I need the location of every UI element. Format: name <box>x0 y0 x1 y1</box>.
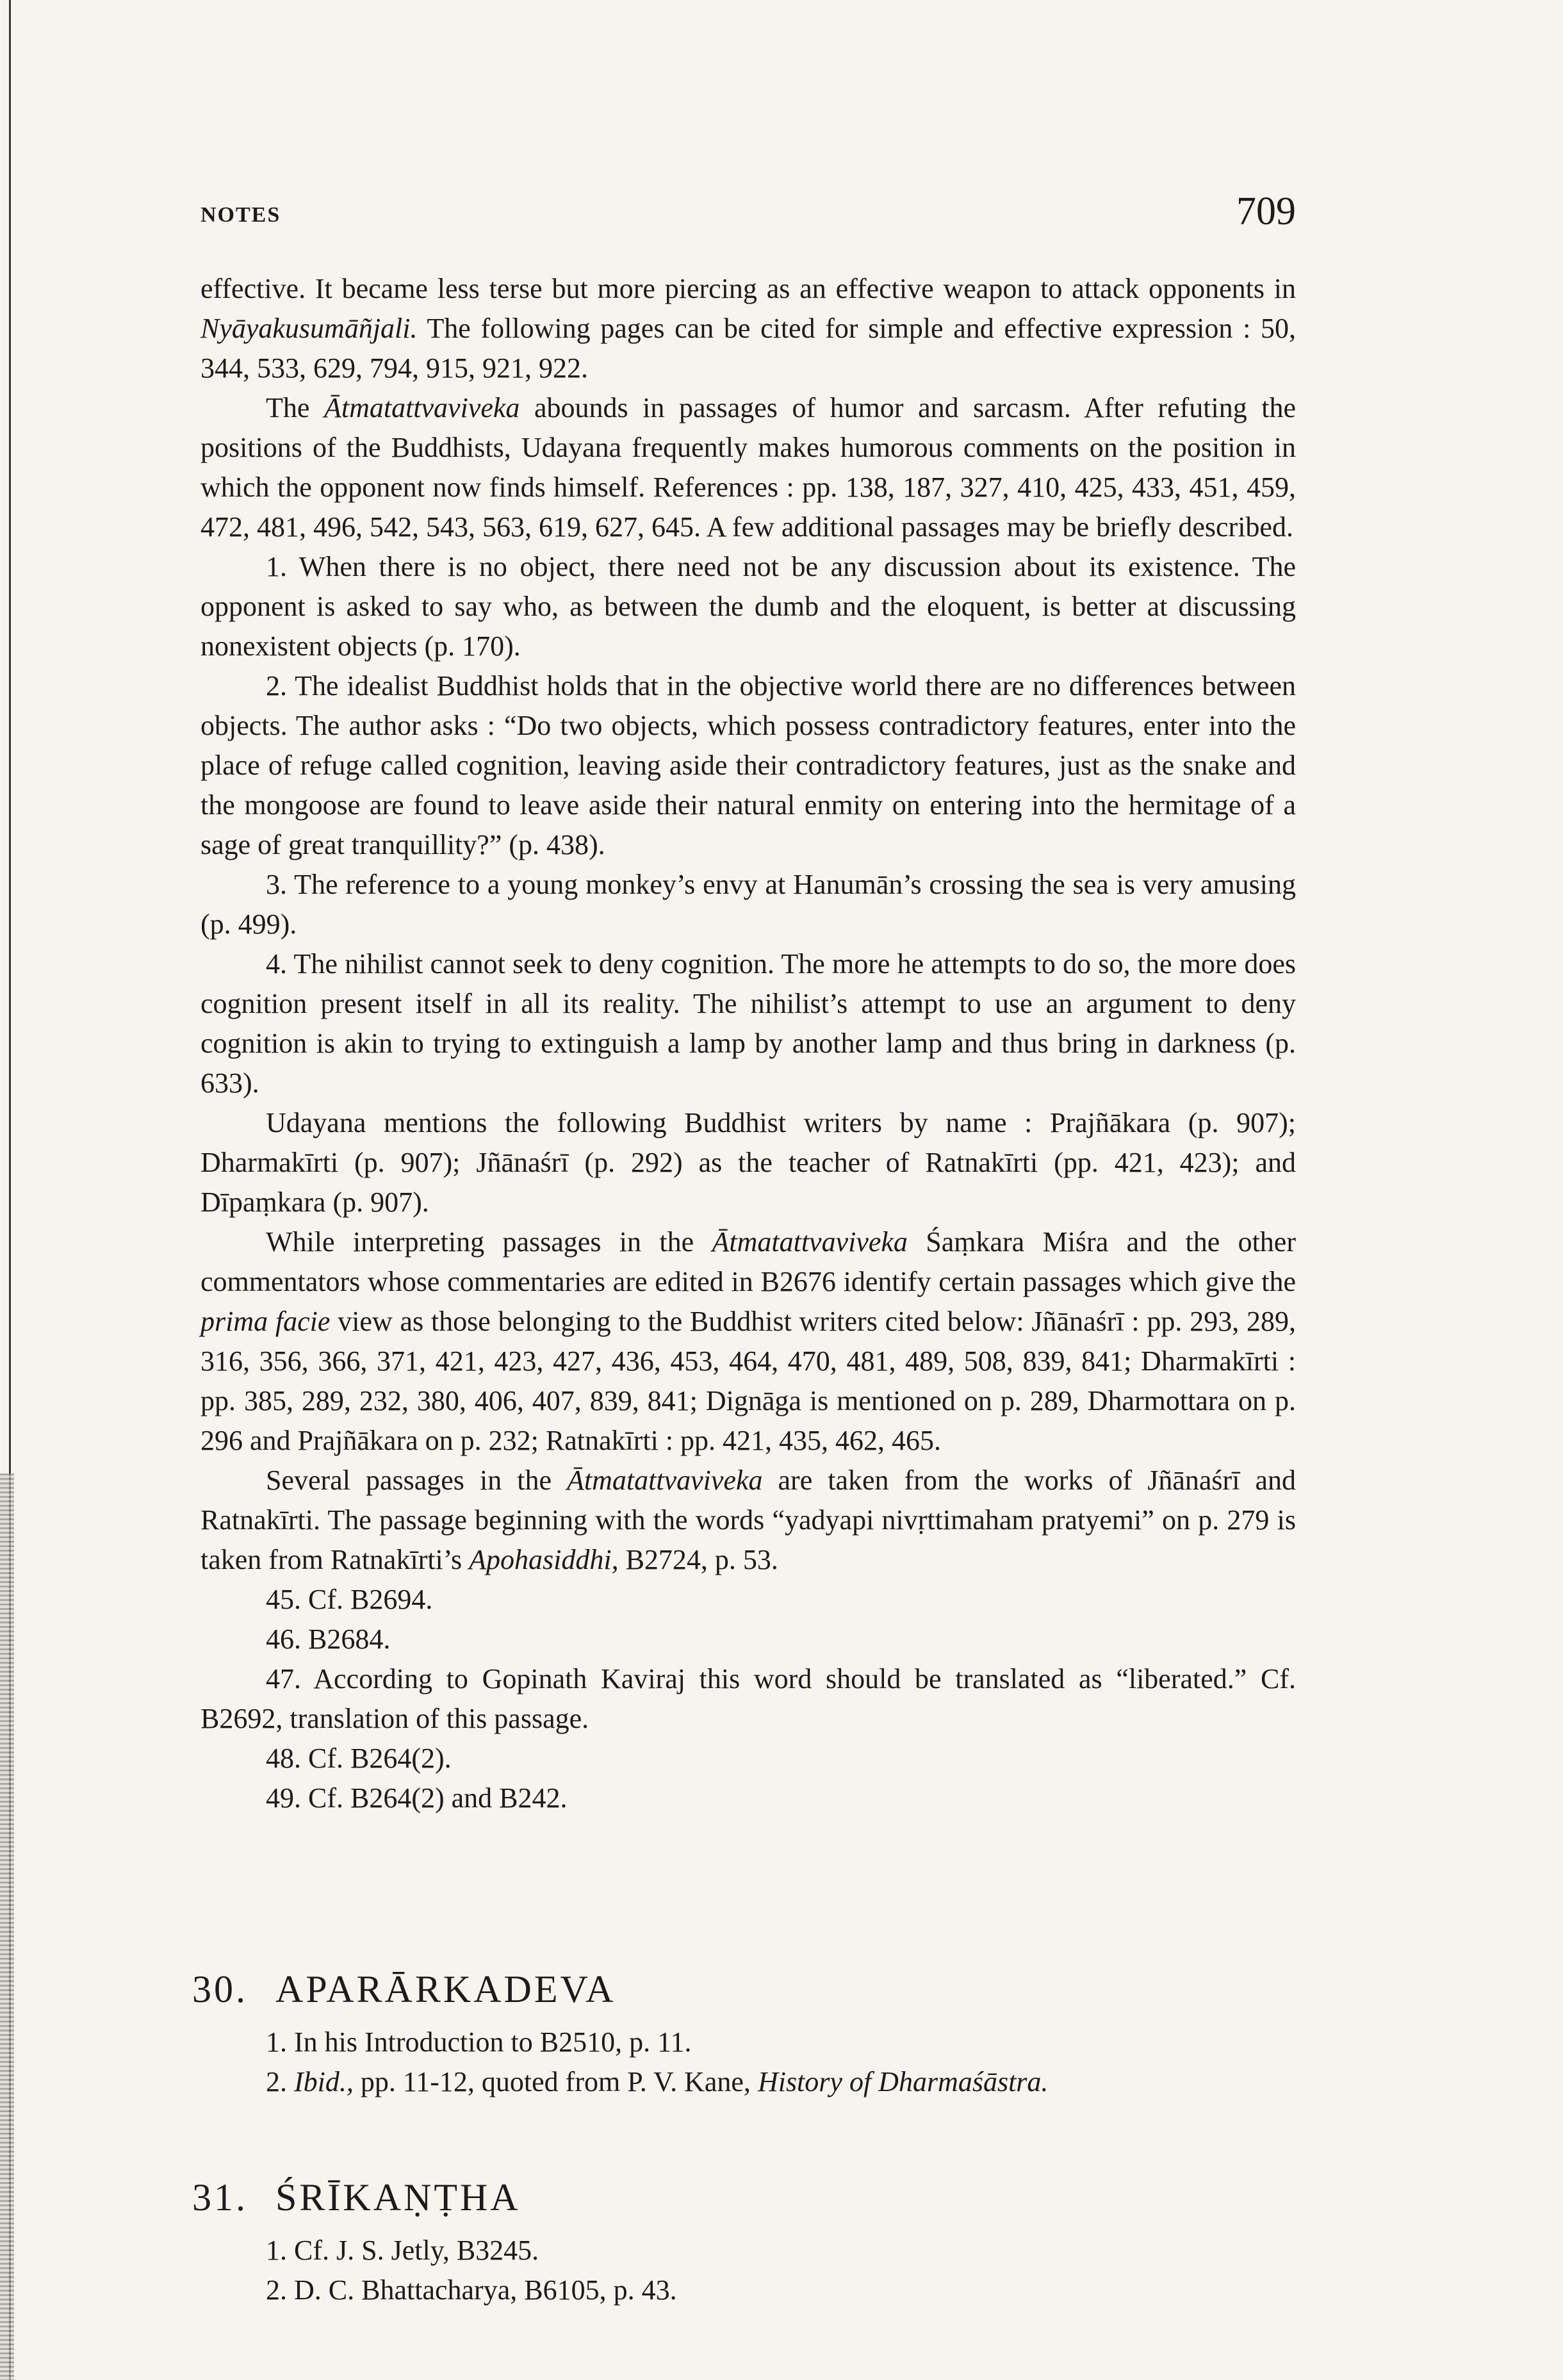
section-heading: 31. ŚRĪKAṆṬHA <box>192 2176 521 2219</box>
italic-title: History of Dharmaśāstra. <box>757 2066 1049 2097</box>
paragraph: Several passages in the Ātmatattvaviveka are taken from the works of Jñānaśrī and Ratnakīrti. The passage beginning with the words “yadyapi nivṛttimaham pratyemi” on p. 279 is taken from Ratnakīrti’s Apohasiddhi, B2724, p. 53. <box>200 1465 1296 1575</box>
note-item: 2. D. C. Bhattacharya, B6105, p. 43. <box>266 2274 677 2306</box>
italic-title: Nyāyakusumāñjali. <box>200 313 418 344</box>
italic-title: Ātmatattvaviveka <box>712 1226 908 1258</box>
body-text <box>200 269 1296 1818</box>
running-head: NOTES <box>200 203 281 227</box>
paragraph: Udayana mentions the following Buddhist writers by name : Prajñākara (p. 907); Dharmakīrti (p. 907); Jñānaśrī (p. 292) as the teacher of Ratnakīrti (pp. 421, 423); and Dīpaṃkara (p. 907). <box>200 1107 1296 1218</box>
section-31 <box>192 2172 1288 2310</box>
paragraph: 1. When there is no object, there need not be any discussion about its existence. The opponent is asked to say who, as between the dumb and the eloquent, is better at discussing nonexistent objects (p. 170). <box>200 551 1296 662</box>
paragraph: 2. The idealist Buddhist holds that in the objective world there are no differences between objects. The author asks : “Do two objects, which possess contradictory features, enter into the place of refuge called cognition, leaving aside their contradictory features, just as the snake and the mongoose are found to leave aside their natural enmity on entering into the hermitage of a sage of great tranquillity?” (p. 438). <box>200 670 1296 860</box>
italic-title: Ātmatattvaviveka <box>567 1465 763 1496</box>
paragraph: The Ātmatattvaviveka abounds in passages of humor and sarcasm. After refuting the positions of the Buddhists, Udayana frequently makes humorous comments on the position in which the opponent now finds himself. References : pp. 138, 187, 327, 410, 425, 433, 451, 459, 472, 481, 496, 542, 543, 563, 619, 627, 645. A few additional passages may be briefly described. <box>200 392 1297 543</box>
page-header <box>200 189 1296 259</box>
note-item: 47. According to Gopinath Kaviraj this word should be translated as “liberated.” Cf. B2692, translation of this passage. <box>200 1663 1296 1734</box>
paragraph: 4. The nihilist cannot seek to deny cognition. The more he attempts to do so, the more does cognition present itself in all its reality. The nihilist’s attempt to use an argument to deny cognition is akin to trying to extinguish a lamp by another lamp and thus bring in darkness (p. 633). <box>200 948 1296 1099</box>
note-item: 49. Cf. B264(2) and B242. <box>266 1782 568 1814</box>
section-heading: 30. APARĀRKADEVA <box>192 1968 616 2010</box>
paragraph: While interpreting passages in the Ātmatattvaviveka Śaṃkara Miśra and the other commentators whose commentaries are edited in B2676 identify certain passages which give the prima facie view as those belonging to the Buddhist writers cited below: Jñānaśrī : pp. 293, 289, 316, 356, 366, 371, 421, 423, 427, 436, 453, 464, 470, 481, 489, 508, 839, 841; Dharmakīrti : pp. 385, 289, 232, 380, 406, 407, 839, 841; Dignāga is mentioned on p. 289, Dharmottara on p. 296 and Prajñākara on p. 232; Ratnakīrti : pp. 421, 435, 462, 465. <box>200 1226 1296 1456</box>
note-item: 1. In his Introduction to B2510, p. 11. <box>266 2026 692 2058</box>
section-30 <box>192 1964 1288 2102</box>
page-number: 709 <box>1236 190 1296 233</box>
note-item: 1. Cf. J. S. Jetly, B3245. <box>266 2235 539 2266</box>
paragraph: effective. It became less terse but more piercing as an effective weapon to attack opponents in Nyāyakusumāñjali. The following pages can be cited for simple and effective expression : 50, 344, 533, 629, 794, 915, 921, 922. <box>200 273 1296 384</box>
note-item: 2. Ibid., pp. 11-12, quoted from P. V. Kane, History of Dharmaśāstra. <box>266 2066 1049 2097</box>
italic-term: prima facie <box>200 1306 331 1337</box>
note-item: 48. Cf. B264(2). <box>266 1743 452 1774</box>
binding-edge <box>0 1473 14 2380</box>
italic-title: Apohasiddhi, <box>469 1544 619 1575</box>
paragraph: 3. The reference to a young monkey’s envy at Hanumān’s crossing the sea is very amusing (p. 499). <box>200 869 1296 940</box>
italic-title: Ātmatattvaviveka <box>323 392 520 423</box>
note-item: 46. B2684. <box>266 1623 391 1655</box>
note-item: 45. Cf. B2694. <box>266 1584 433 1615</box>
